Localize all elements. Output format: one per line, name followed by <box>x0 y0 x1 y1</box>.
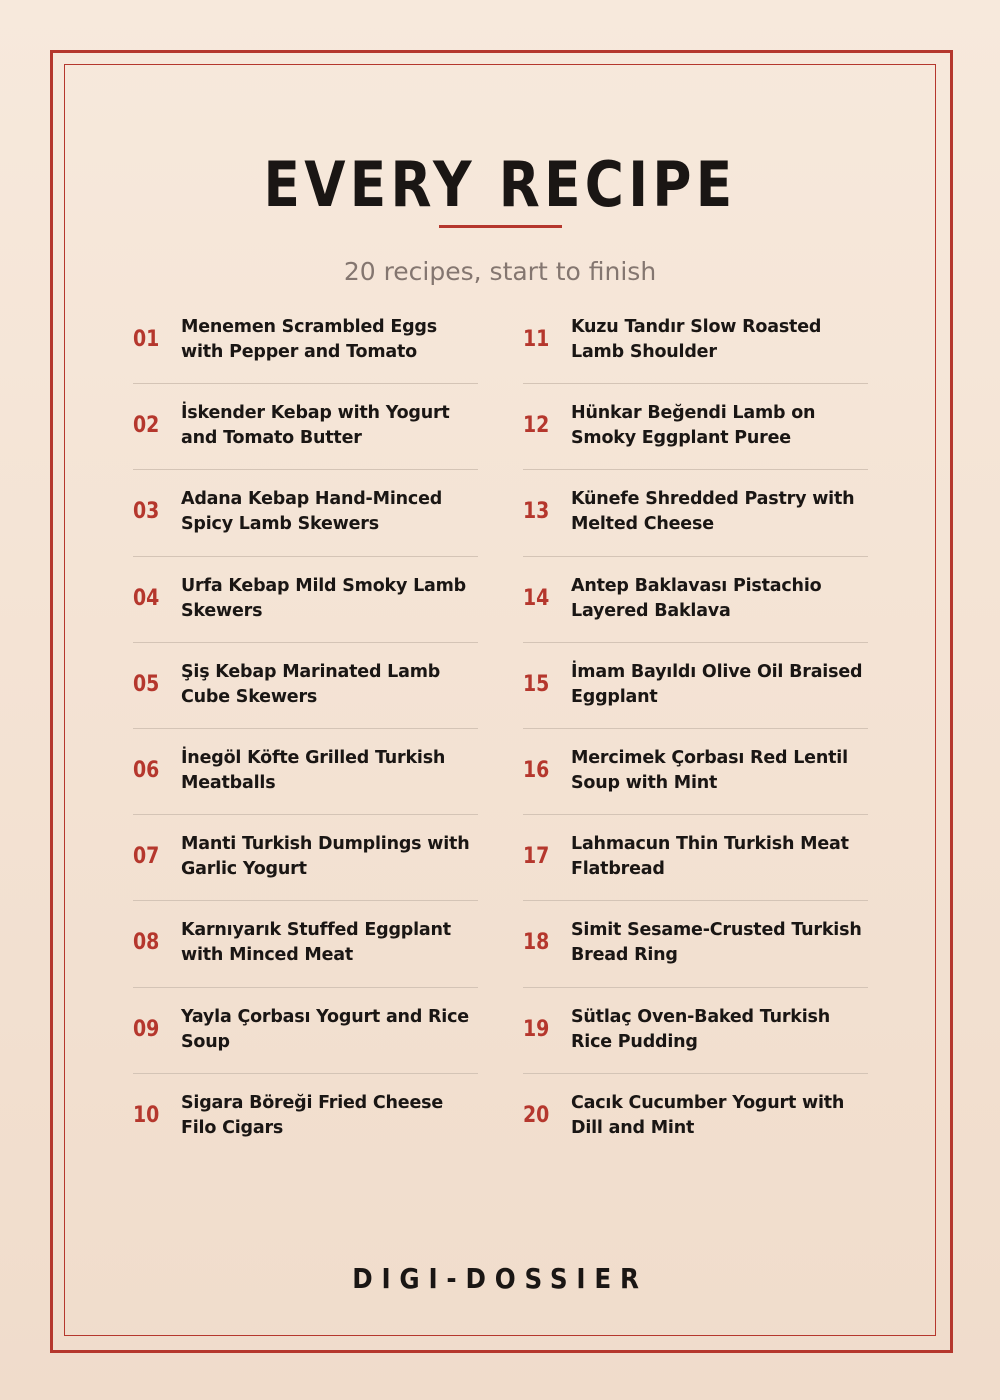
recipe-item <box>133 556 478 642</box>
recipe-item <box>523 469 868 555</box>
recipe-name: Kuzu Tandır Slow Roasted Lamb Shoulder <box>571 317 822 362</box>
recipe-number: 19 <box>523 1016 550 1042</box>
recipe-item <box>133 728 478 814</box>
recipe-number: 18 <box>523 930 550 956</box>
recipe-number: 09 <box>133 1016 160 1042</box>
recipe-number: 05 <box>133 671 160 697</box>
recipe-name: Mercimek Çorbası Red Lentil Soup with Mint <box>571 748 848 793</box>
recipe-item <box>523 297 868 383</box>
recipe-number: 15 <box>523 671 550 697</box>
recipe-item <box>523 556 868 642</box>
recipe-name: Cacık Cucumber Yogurt with Dill and Mint <box>571 1092 845 1138</box>
recipe-name: Urfa Kebap Mild Smoky Lamb Skewers <box>181 575 466 621</box>
recipe-item <box>523 900 868 986</box>
recipe-number: 20 <box>523 1102 550 1128</box>
recipe-item <box>133 814 478 900</box>
recipe-number: 17 <box>523 844 550 870</box>
recipe-item <box>133 1073 478 1159</box>
recipe-number: 10 <box>133 1102 160 1128</box>
recipe-number: 06 <box>133 758 160 783</box>
recipe-item <box>523 642 868 728</box>
recipe-item <box>133 987 478 1073</box>
recipe-name: Künefe Shredded Pastry with Melted Cheese <box>571 489 855 535</box>
recipe-name: İnegöl Köfte Grilled Turkish Meatballs <box>181 748 446 793</box>
recipe-item <box>133 900 478 986</box>
recipe-item <box>523 1073 868 1159</box>
recipe-number: 03 <box>133 499 160 525</box>
recipe-item <box>523 987 868 1073</box>
recipe-name: Hünkar Beğendi Lamb on Smoky Eggplant Puree <box>571 403 816 449</box>
recipe-name: İskender Kebap with Yogurt and Tomato Butter <box>181 403 450 449</box>
recipe-item <box>133 642 478 728</box>
page-subtitle: 20 recipes, start to finish <box>343 257 657 286</box>
recipe-number: 07 <box>133 844 160 870</box>
recipe-number: 13 <box>523 499 550 525</box>
recipe-name: Lahmacun Thin Turkish Meat Flatbread <box>571 834 849 880</box>
page-title: EVERY RECIPE <box>263 148 737 221</box>
recipe-number: 16 <box>523 758 550 783</box>
recipe-name: Simit Sesame-Crusted Turkish Bread Ring <box>571 920 862 966</box>
recipe-item <box>133 469 478 555</box>
recipe-item <box>133 297 478 383</box>
recipe-name: Şiş Kebap Marinated Lamb Cube Skewers <box>181 661 441 707</box>
recipe-name: İmam Bayıldı Olive Oil Braised Eggplant <box>571 661 863 707</box>
recipe-name: Sigara Böreği Fried Cheese Filo Cigars <box>181 1092 444 1138</box>
recipe-name: Karnıyarık Stuffed Eggplant with Minced Meat <box>181 920 451 966</box>
recipe-name: Yayla Çorbası Yogurt and Rice Soup <box>181 1006 469 1052</box>
recipe-number: 12 <box>523 413 550 439</box>
recipe-item <box>133 383 478 469</box>
recipe-number: 02 <box>133 413 160 439</box>
recipe-number: 08 <box>133 930 160 956</box>
recipe-number: 04 <box>133 585 160 611</box>
recipe-name: Manti Turkish Dumplings with Garlic Yogurt <box>181 834 470 880</box>
recipe-number: 14 <box>523 585 550 611</box>
recipe-item <box>523 383 868 469</box>
recipe-item <box>523 814 868 900</box>
recipe-number: 11 <box>523 327 550 352</box>
recipe-name: Sütlaç Oven-Baked Turkish Rice Pudding <box>571 1006 830 1052</box>
recipe-name: Antep Baklavası Pistachio Layered Baklava <box>571 575 822 621</box>
recipe-name: Adana Kebap Hand-Minced Spicy Lamb Skewers <box>181 489 443 535</box>
recipe-name: Menemen Scrambled Eggs with Pepper and Tomato <box>181 317 437 362</box>
brand-footer: DIGI-DOSSIER <box>352 1262 648 1295</box>
recipe-number: 01 <box>133 327 160 352</box>
recipe-item <box>523 728 868 814</box>
